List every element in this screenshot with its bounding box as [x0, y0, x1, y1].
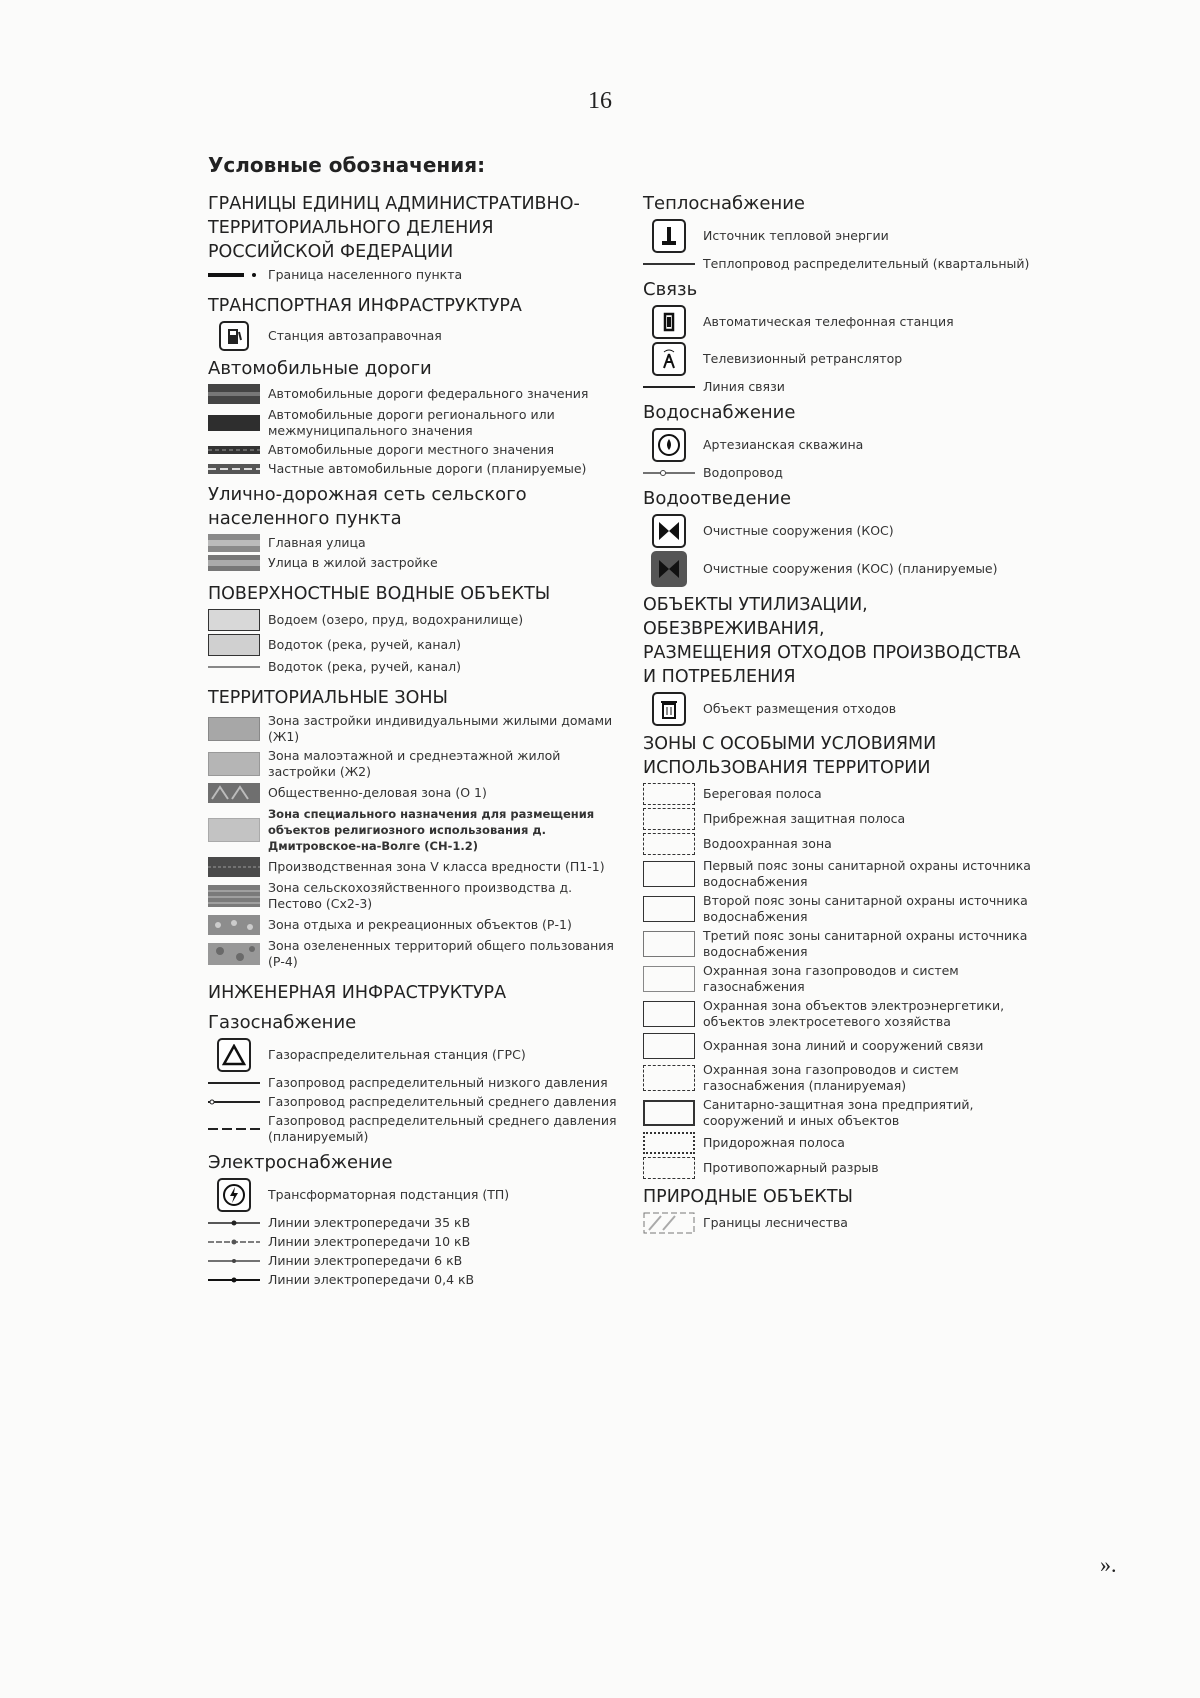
legend-label: Водоток (река, ручей, канал) [268, 659, 462, 674]
legend-item-heat-source [643, 219, 1043, 253]
legend-label: Водопровод [703, 465, 783, 480]
sanitary-protection-symbol [643, 1100, 695, 1126]
waste-heading-line-2: РАЗМЕЩЕНИЯ ОТХОДОВ ПРОИЗВОДСТВА [643, 643, 1021, 663]
regional-road-symbol [208, 415, 260, 431]
legend-item-well [643, 428, 1043, 462]
legend-item-watercourse-area [208, 634, 628, 656]
settlement-border-symbol [208, 270, 260, 280]
streets-heading-line-2: населенного пункта [208, 508, 402, 529]
legend-title: Условные обозначения: [208, 153, 486, 177]
legend-item-sanitary-belt-2 [643, 893, 1043, 925]
treatment-plant-icon [643, 514, 695, 548]
streets-heading [208, 483, 628, 531]
well-icon [643, 428, 695, 462]
watercourse-line-symbol [208, 664, 260, 670]
legend-item-forestry-border [643, 1212, 1043, 1234]
power-protection-symbol [643, 1001, 695, 1027]
legend-label: Очистные сооружения (КОС) (планируемые) [703, 561, 998, 576]
legend-item-line-6 [208, 1253, 628, 1269]
special-zones-heading [643, 732, 1043, 780]
legend-item-roadside-strip [643, 1132, 1043, 1154]
legend-label: Станция автозаправочная [268, 328, 442, 343]
main-street-symbol [208, 534, 260, 552]
legend-item-residential-street [208, 555, 628, 571]
shore-strip-symbol [643, 783, 695, 805]
trash-bin-icon [643, 692, 695, 726]
fuel-pump-icon [208, 321, 260, 351]
legend-label: Частные автомобильные дороги (планируемые) [268, 461, 587, 476]
power-line-04-symbol [208, 1276, 260, 1284]
legend-label: Охранная зона объектов электроэнергетики, объектов электросетевого хозяйства [703, 998, 1005, 1029]
zones-heading: ТЕРРИТОРИАЛЬНЫЕ ЗОНЫ [208, 688, 449, 708]
streets-heading-line-1: Улично-дорожная сеть сельского [208, 484, 527, 505]
legend-item-line-04 [208, 1272, 628, 1288]
legend-label: Линия связи [703, 379, 785, 394]
legend-label: Автомобильные дороги федерального значения [268, 386, 589, 401]
legend-item-sanitary-belt-3 [643, 928, 1043, 960]
sanitary-belt-2-symbol [643, 896, 695, 922]
legend-label: Автомобильные дороги местного значения [268, 442, 555, 457]
legend-item-shore-strip [643, 783, 1043, 805]
zone-sn12-swatch [208, 818, 260, 842]
sanitary-belt-1-symbol [643, 861, 695, 887]
legend-item-coastal-protection [643, 808, 1043, 830]
legend-item-reservoir [208, 609, 628, 631]
residential-street-symbol [208, 555, 260, 571]
closing-quote-mark: ». [1100, 1552, 1117, 1577]
legend-label: Общественно-деловая зона (О 1) [268, 785, 487, 800]
legend-label: Линии электропередачи 10 кВ [268, 1234, 471, 1249]
legend-label: Прибрежная защитная полоса [703, 811, 906, 826]
nature-heading: ПРИРОДНЫЕ ОБЪЕКТЫ [643, 1187, 853, 1207]
special-zones-heading-line-2: ИСПОЛЬЗОВАНИЯ ТЕРРИТОРИИ [643, 758, 931, 778]
legend-label: Улица в жилой застройке [268, 555, 438, 570]
antenna-icon [643, 342, 695, 376]
legend-item-kos-planned [643, 551, 1043, 587]
legend-item-watercourse-line [208, 659, 628, 675]
power-line-35-symbol [208, 1219, 260, 1227]
legend-item-sanitary-belt-1 [643, 858, 1043, 890]
legend-item-zone-sn12 [208, 806, 628, 854]
zone-p11-swatch [208, 857, 260, 877]
sewer-heading: Водоотведение [643, 488, 792, 509]
legend-item-water-pipe [643, 465, 1043, 481]
legend-label: Газопровод распределительный низкого давления [268, 1075, 608, 1090]
admin-heading [208, 192, 628, 264]
zone-r1-swatch [208, 915, 260, 935]
legend-label: Объект размещения отходов [703, 701, 897, 716]
legend-label: Очистные сооружения (КОС) [703, 523, 894, 538]
coastal-protection-symbol [643, 808, 695, 830]
sanitary-belt-3-symbol [643, 931, 695, 957]
admin-heading-line-1: ГРАНИЦЫ ЕДИНИЦ АДМИНИСТРАТИВНО- [208, 194, 580, 214]
heat-pipe-symbol [643, 261, 695, 267]
local-road-symbol [208, 446, 260, 454]
zone-zh2-swatch [208, 752, 260, 776]
waste-heading [643, 593, 1043, 689]
waste-heading-line-1: ОБЪЕКТЫ УТИЛИЗАЦИИ, ОБЕЗВРЕЖИВАНИЯ, [643, 595, 868, 639]
gas-medium-pressure-symbol [208, 1098, 260, 1106]
legend-label: Зона специального назначения для размещения объектов религиозного использования д. Дмитровское-на-Волге (СН-1.2) [268, 807, 595, 853]
legend-label: Водоток (река, ручей, канал) [268, 637, 462, 652]
legend-item-power-protection [643, 998, 1043, 1030]
legend-item-gas-protection-planned [643, 1062, 1043, 1094]
legend-label: Телевизионный ретранслятор [703, 351, 903, 366]
federal-road-symbol [208, 384, 260, 404]
watersupply-heading: Водоснабжение [643, 402, 796, 423]
zone-r4-swatch [208, 943, 260, 965]
legend-label: Второй пояс зоны санитарной охраны источника водоснабжения [703, 893, 1028, 924]
reservoir-symbol [208, 609, 260, 631]
roadside-strip-symbol [643, 1132, 695, 1154]
legend-item-zone-r1 [208, 915, 628, 935]
legend-item-local-road [208, 442, 628, 458]
legend-item-fire-break [643, 1157, 1043, 1179]
legend-label: Охранная зона газопроводов и систем газоснабжения [703, 963, 959, 994]
legend-label: Третий пояс зоны санитарной охраны источника водоснабжения [703, 928, 1028, 959]
zone-o1-swatch [208, 783, 260, 803]
legend-item-comm-line [643, 379, 1043, 395]
fire-break-symbol [643, 1157, 695, 1179]
legend-label: Линии электропередачи 35 кВ [268, 1215, 471, 1230]
legend-label: Противопожарный разрыв [703, 1160, 879, 1175]
legend-item-water-protection [643, 833, 1043, 855]
legend-label: Граница населенного пункта [268, 267, 463, 282]
legend-item-regional-road [208, 407, 628, 439]
legend-label: Автомобильные дороги регионального или межмуниципального значения [268, 407, 555, 438]
legend-label: Первый пояс зоны санитарной охраны источника водоснабжения [703, 858, 1031, 889]
legend-label: Трансформаторная подстанция (ТП) [268, 1187, 510, 1202]
legend-label: Газораспределительная станция (ГРС) [268, 1047, 526, 1062]
legend-label: Линии электропередачи 0,4 кВ [268, 1272, 475, 1287]
gas-medium-planned-symbol [208, 1125, 260, 1133]
special-zones-heading-line-1: ЗОНЫ С ОСОБЫМИ УСЛОВИЯМИ [643, 734, 937, 754]
water-pipe-symbol [643, 469, 695, 477]
water-protection-symbol [643, 833, 695, 855]
gas-low-pressure-symbol [208, 1080, 260, 1086]
legend-item-gas-station [208, 321, 628, 351]
legend-label: Охранная зона газопроводов и систем газоснабжения (планируемая) [703, 1062, 959, 1093]
legend-label: Газопровод распределительный среднего давления (планируемый) [268, 1113, 617, 1144]
transport-heading: ТРАНСПОРТНАЯ ИНФРАСТРУКТУРА [208, 296, 522, 316]
lightning-icon [208, 1178, 260, 1212]
comm-protection-symbol [643, 1033, 695, 1059]
legend-label: Границы лесничества [703, 1215, 848, 1230]
treatment-plant-planned-icon [643, 551, 695, 587]
legend-label: Линии электропередачи 6 кВ [268, 1253, 463, 1268]
legend-item-grs [208, 1038, 628, 1072]
legend-item-zone-zh2 [208, 748, 628, 780]
zone-sx23-swatch [208, 885, 260, 907]
legend-label: Зона застройки индивидуальными жилыми домами (Ж1) [268, 713, 613, 744]
legend-label: Береговая полоса [703, 786, 822, 801]
triangle-icon [208, 1038, 260, 1072]
power-line-6-symbol [208, 1257, 260, 1265]
legend-item-zone-p11 [208, 857, 628, 877]
legend-item-kos [643, 514, 1043, 548]
legend-item-comm-protection [643, 1033, 1043, 1059]
legend-label: Зона малоэтажной и среднеэтажной жилой застройки (Ж2) [268, 748, 561, 779]
gas-protection-symbol [643, 966, 695, 992]
legend-item-heat-pipe [643, 256, 1043, 272]
legend-item-tp [208, 1178, 628, 1212]
legend-label: Зона озелененных территорий общего пользования (Р-4) [268, 938, 614, 969]
heat-heading: Теплоснабжение [643, 193, 805, 214]
legend-item-ats [643, 305, 1043, 339]
zone-zh1-swatch [208, 717, 260, 741]
legend-item-zone-zh1 [208, 713, 628, 745]
engineering-heading: ИНЖЕНЕРНАЯ ИНФРАСТРУКТУРА [208, 983, 507, 1003]
legend-label: Придорожная полоса [703, 1135, 845, 1150]
legend-item-zone-sx23 [208, 880, 628, 912]
waste-heading-line-3: И ПОТРЕБЛЕНИЯ [643, 667, 796, 687]
legend-label: Санитарно-защитная зона предприятий, сооружений и иных объектов [703, 1097, 974, 1128]
legend-label: Главная улица [268, 535, 366, 550]
legend-item-line-10 [208, 1234, 628, 1250]
legend-item-settlement-border [208, 267, 628, 283]
legend-label: Производственная зона V класса вредности (П1-1) [268, 859, 605, 874]
legend-label: Газопровод распределительный среднего давления [268, 1094, 617, 1109]
legend-label: Артезианская скважина [703, 437, 864, 452]
page-number: 16 [588, 88, 612, 114]
legend-item-gas-medium [208, 1094, 628, 1110]
comm-line-symbol [643, 384, 695, 390]
legend-item-federal-road [208, 384, 628, 404]
legend-label: Зона сельскохозяйственного производства д. Пестово (Сх2-3) [268, 880, 573, 911]
legend-item-zone-r4 [208, 938, 628, 970]
gas-heading: Газоснабжение [208, 1012, 357, 1033]
heat-source-icon [643, 219, 695, 253]
legend-item-main-street [208, 534, 628, 552]
legend-item-gas-low [208, 1075, 628, 1091]
watercourse-area-symbol [208, 634, 260, 656]
legend-label: Водоохранная зона [703, 836, 832, 851]
legend-item-waste-site [643, 692, 1043, 726]
legend-item-gas-medium-planned [208, 1113, 628, 1145]
legend-item-private-road [208, 461, 628, 477]
legend-item-gas-protection [643, 963, 1043, 995]
forestry-border-symbol [643, 1212, 695, 1234]
private-road-symbol [208, 464, 260, 474]
gas-protection-planned-symbol [643, 1065, 695, 1091]
power-line-10-symbol [208, 1238, 260, 1246]
power-heading: Электроснабжение [208, 1152, 393, 1173]
legend-left-column [208, 192, 628, 1291]
roads-heading: Автомобильные дороги [208, 358, 432, 379]
water-heading: ПОВЕРХНОСТНЫЕ ВОДНЫЕ ОБЪЕКТЫ [208, 584, 551, 604]
comm-heading: Связь [643, 279, 698, 300]
legend-label: Источник тепловой энергии [703, 228, 889, 243]
legend-label: Автоматическая телефонная станция [703, 314, 954, 329]
admin-heading-line-2: ТЕРРИТОРИАЛЬНОГО ДЕЛЕНИЯ [208, 218, 494, 238]
legend-label: Водоем (озеро, пруд, водохранилище) [268, 612, 524, 627]
legend-item-sanitary-protection [643, 1097, 1043, 1129]
legend-item-line-35 [208, 1215, 628, 1231]
admin-heading-line-3: РОССИЙСКОЙ ФЕДЕРАЦИИ [208, 242, 454, 262]
legend-label: Охранная зона линий и сооружений связи [703, 1038, 984, 1053]
telephone-icon [643, 305, 695, 339]
legend-item-tv-repeater [643, 342, 1043, 376]
legend-label: Теплопровод распределительный (квартальный) [703, 256, 1030, 271]
legend-item-zone-o1 [208, 783, 628, 803]
legend-right-column [643, 192, 1043, 1237]
legend-label: Зона отдыха и рекреационных объектов (Р-1) [268, 917, 572, 932]
